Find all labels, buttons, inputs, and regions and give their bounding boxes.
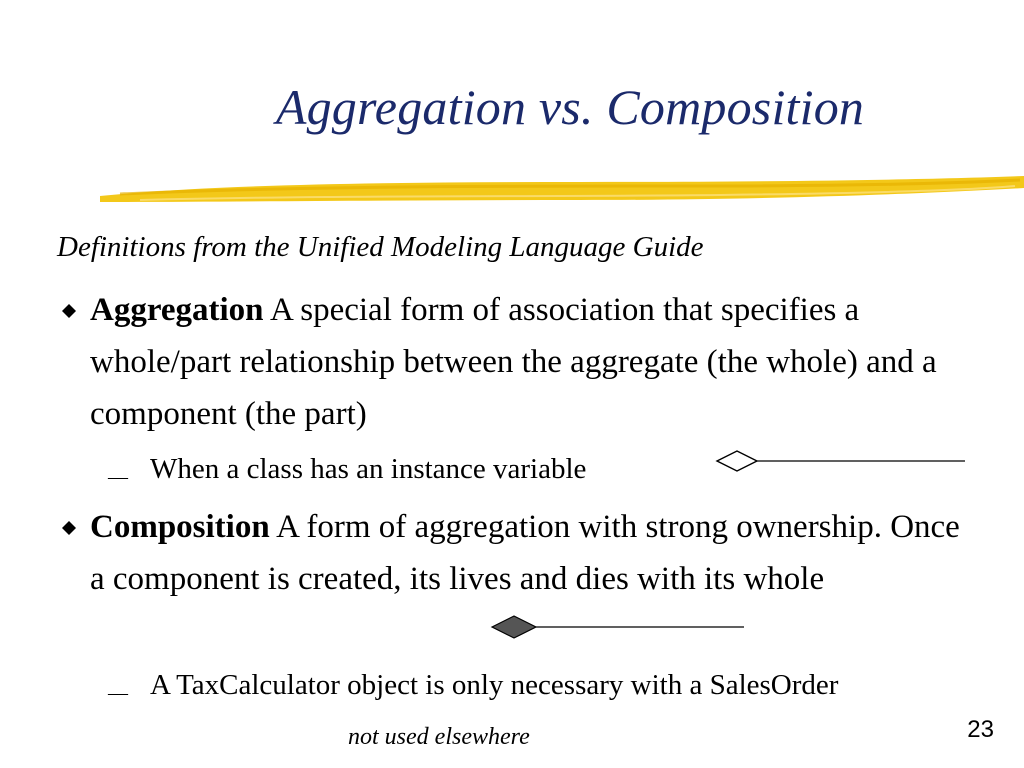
sub-text-composition: A TaxCalculator object is only necessary with a SalesOrder [150,669,839,701]
sub-note-composition: not used elsewhere [348,724,530,750]
definition-aggregation: A special form of association that specifies a whole/part relationship between the aggregate (the whole) and a component (the part) [90,292,937,432]
page-number: 23 [967,716,994,743]
bullet-composition [90,501,970,605]
term-aggregation: Aggregation [90,292,264,328]
sub-bullet-composition [108,663,870,750]
term-composition: Composition [90,509,270,545]
sub-bullet-aggregation [108,447,587,492]
slide-title: Aggregation vs. Composition [275,79,865,135]
aggregation-hollow-diamond-icon [715,446,967,476]
definition-composition: A form of aggregation with strong ownership. Once a component is created, its lives and dies with its whole [90,509,960,597]
dash-icon: — [108,466,128,488]
dash-icon: — [108,682,128,704]
composition-filled-diamond-icon [490,612,746,642]
diamond-bullet-icon [62,521,76,535]
sub-text-aggregation: When a class has an instance variable [150,453,587,485]
subtitle: Definitions from the Unified Modeling Language Guide [57,231,704,263]
bullet-aggregation [90,284,970,440]
diamond-bullet-icon [62,304,76,318]
title-highlight-stroke [100,170,1024,210]
